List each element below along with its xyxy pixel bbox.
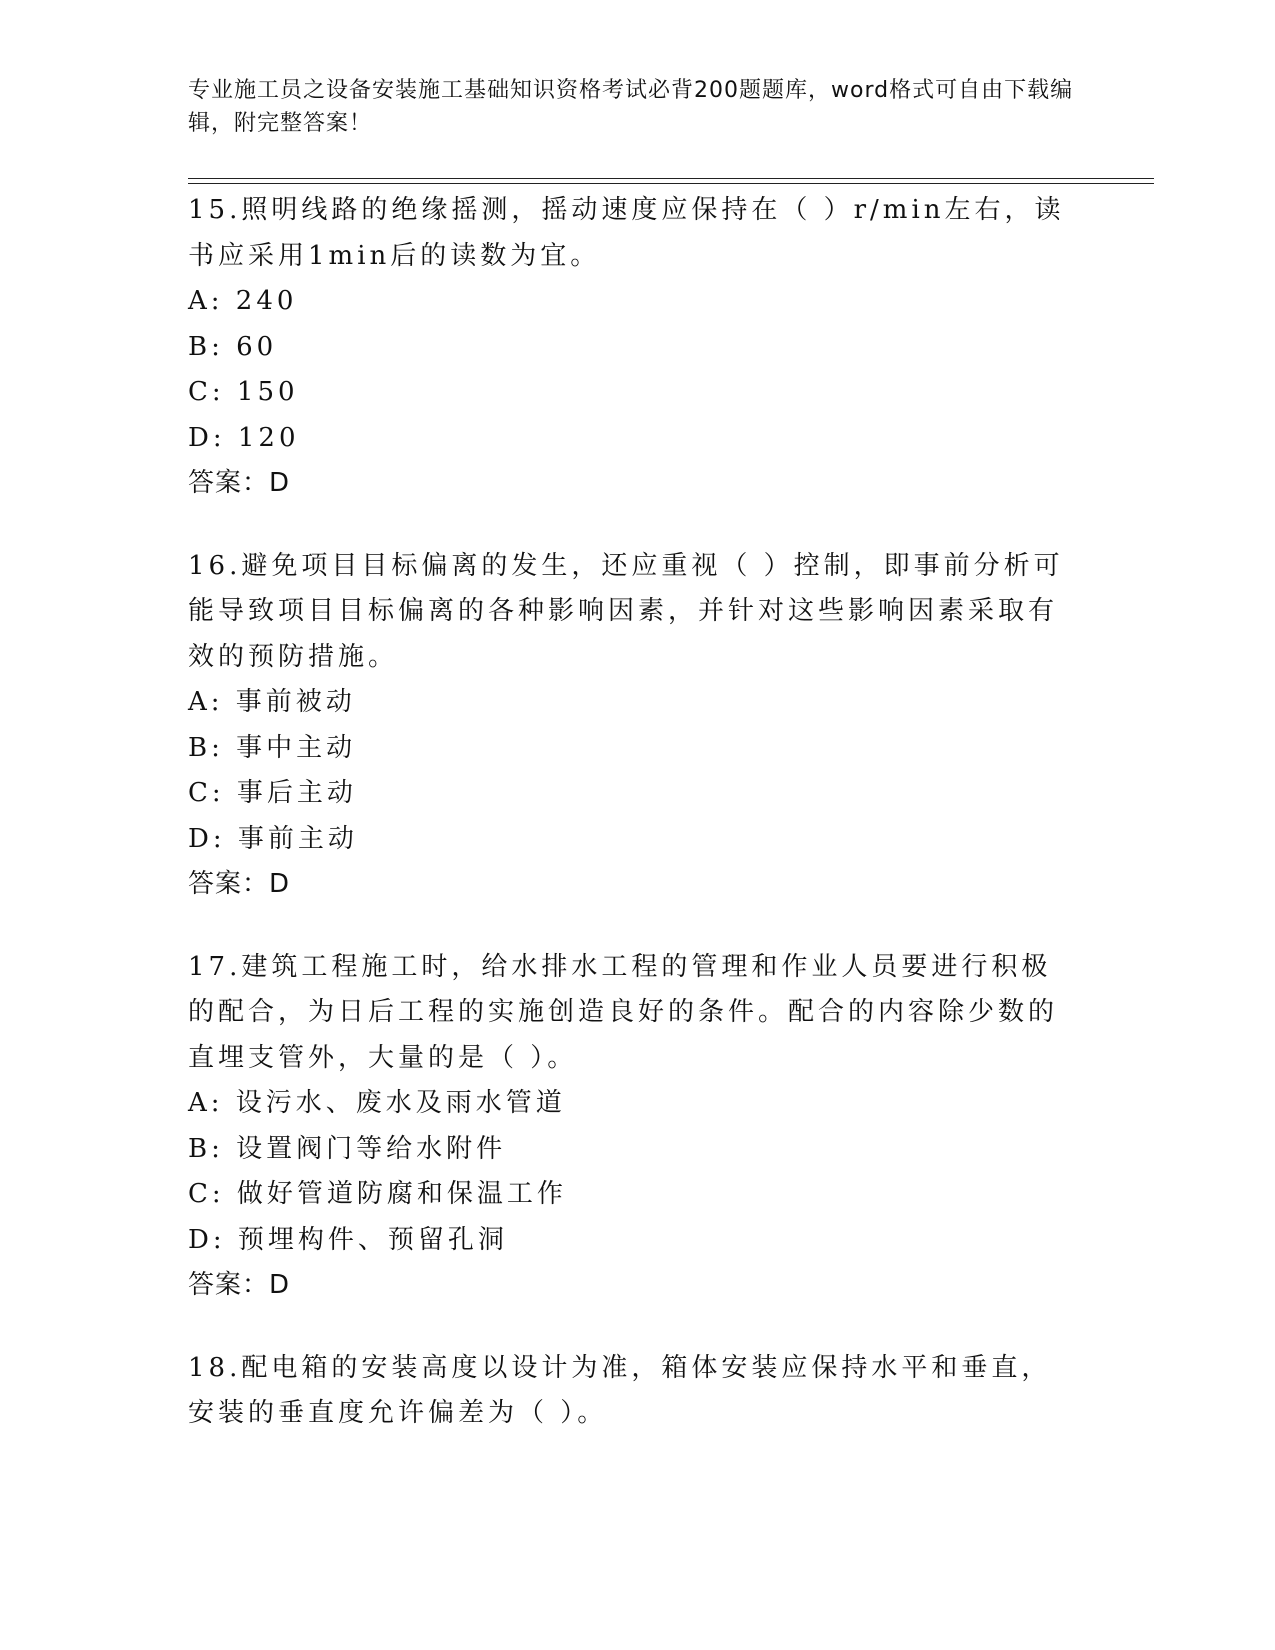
question-18 bbox=[188, 1346, 1088, 1437]
option-a: A: 设污水、废水及雨水管道 bbox=[188, 1088, 566, 1118]
document-header: 专业施工员之设备安装施工基础知识资格考试必背200题题库，word格式可自由下载编辑，附完整答案！ bbox=[188, 78, 1074, 136]
option-b: B: 事中主动 bbox=[188, 732, 357, 763]
option-a: A: 240 bbox=[188, 286, 298, 316]
answer-line: 答案：D bbox=[188, 869, 291, 899]
option-b: B: 60 bbox=[188, 331, 278, 362]
question-15 bbox=[188, 188, 1088, 507]
option-d: D: 预埋构件、预留孔洞 bbox=[188, 1224, 508, 1255]
question-16 bbox=[188, 544, 1088, 908]
question-stem: 15.照明线路的绝缘摇测，摇动速度应保持在（ ）r/min左右，读书应采用1min后的读数为宜。 bbox=[188, 195, 1065, 271]
question-list bbox=[188, 188, 1088, 1474]
header-rule-bottom bbox=[188, 183, 1154, 184]
question-stem: 16.避免项目目标偏离的发生，还应重视（ ）控制，即事前分析可能导致项目目标偏离的各种影响因素，并针对这些影响因素采取有效的预防措施。 bbox=[188, 550, 1064, 672]
question-stem: 18.配电箱的安装高度以设计为准，箱体安装应保持水平和垂直，安装的垂直度允许偏差为（ ）。 bbox=[188, 1352, 1052, 1428]
option-b: B: 设置阀门等给水附件 bbox=[188, 1133, 507, 1164]
option-c: C: 150 bbox=[188, 377, 299, 407]
answer-line: 答案：D bbox=[188, 468, 291, 498]
option-c: C: 做好管道防腐和保温工作 bbox=[188, 1179, 567, 1209]
question-17 bbox=[188, 945, 1088, 1309]
answer-line: 答案：D bbox=[188, 1270, 291, 1300]
header-rule-top bbox=[188, 178, 1154, 179]
option-a: A: 事前被动 bbox=[188, 687, 356, 717]
question-stem: 17.建筑工程施工时，给水排水工程的管理和作业人员要进行积极的配合，为日后工程的实施创造良好的条件。配合的内容除少数的直埋支管外，大量的是（ ）。 bbox=[188, 951, 1059, 1073]
option-d: D: 120 bbox=[188, 422, 300, 453]
option-d: D: 事前主动 bbox=[188, 823, 358, 854]
option-c: C: 事后主动 bbox=[188, 778, 357, 808]
